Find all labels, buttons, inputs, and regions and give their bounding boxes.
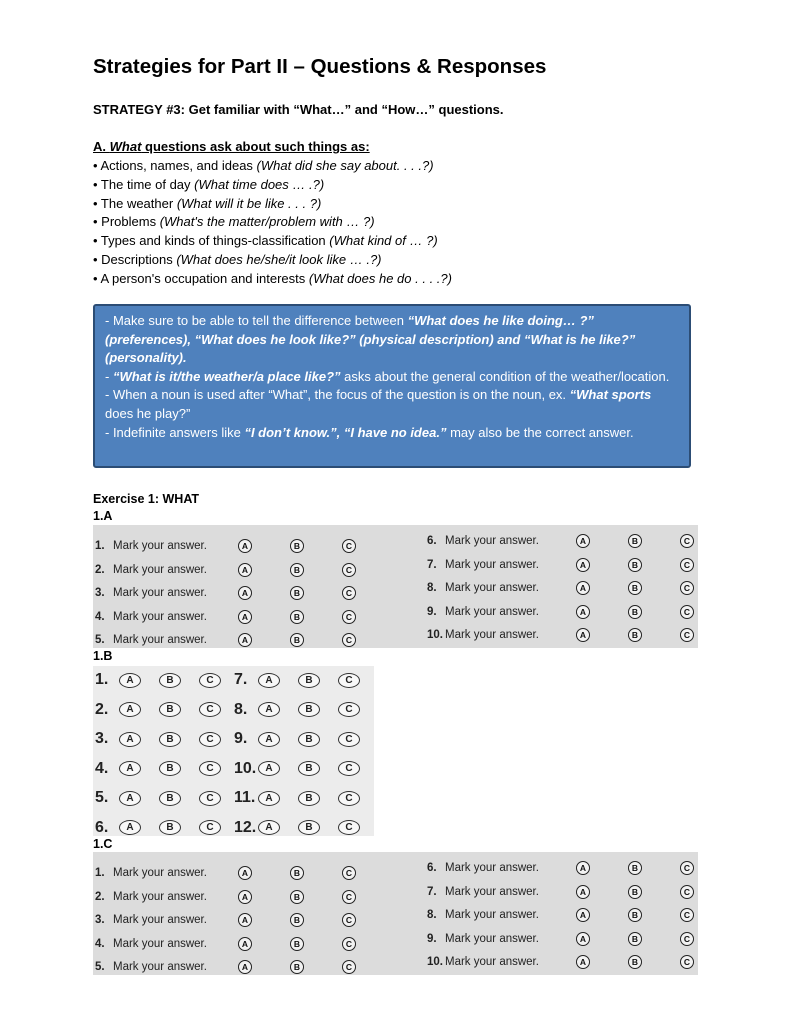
answer-bubble-b[interactable]: B (628, 885, 642, 899)
sheet-a-label: 1.A (93, 509, 113, 523)
answer-prompt: Mark your answer. (445, 605, 539, 618)
answer-row (427, 905, 571, 925)
list-item (93, 213, 452, 232)
tip-line-3: - When a noun is used after “What”, the focus of the question is on the noun, ex. “What sports does he play?” (105, 387, 652, 421)
answer-bubble-b[interactable]: B (628, 558, 642, 572)
answer-bubble-c[interactable]: C (680, 955, 694, 969)
answer-prompt: Mark your answer. (113, 587, 207, 600)
answer-sheet-b (93, 666, 374, 836)
answer-bubble-b[interactable]: B (290, 960, 304, 974)
answer-row (95, 957, 239, 977)
answer-bubble-a[interactable]: A (238, 960, 252, 974)
answer-row (95, 536, 239, 556)
answer-bubble-c[interactable]: C (680, 581, 694, 595)
answer-bubble-c[interactable]: C (342, 960, 356, 974)
question-number: 4. (95, 937, 105, 950)
list-item (93, 176, 452, 195)
answer-bubble-c[interactable]: C (342, 866, 356, 880)
answer-row (427, 555, 571, 575)
answer-bubble-b[interactable]: B (159, 673, 181, 688)
answer-bubble-b[interactable]: B (290, 633, 304, 647)
answer-row (234, 725, 378, 753)
question-number: 10. (427, 629, 443, 642)
answer-bubble-a[interactable]: A (119, 761, 141, 776)
page-title: Strategies for Part II – Questions & Responses (93, 55, 547, 78)
question-number: 5. (95, 789, 109, 806)
question-number: 10. (427, 956, 443, 969)
answer-bubble-a[interactable]: A (576, 534, 590, 548)
answer-bubble-a[interactable]: A (258, 732, 280, 747)
question-number: 2. (95, 890, 105, 903)
answer-bubble-c[interactable]: C (342, 633, 356, 647)
answer-bubble-c[interactable]: C (680, 558, 694, 572)
answer-bubble-c[interactable]: C (342, 610, 356, 624)
answer-row (95, 934, 239, 954)
strategy-heading: STRATEGY #3: Get familiar with “What…” and “How…” questions. (93, 102, 504, 117)
answer-bubble-a[interactable]: A (238, 937, 252, 951)
answer-bubble-b[interactable]: B (290, 539, 304, 553)
tip-line-1: - Make sure to be able to tell the difference between “What does he like doing… ?” (preferences), “What does he look like?” (physical description) and “What is he like?” (personality). (105, 313, 636, 366)
question-number: 6. (427, 862, 437, 874)
question-number: 3. (95, 914, 105, 927)
answer-bubble-c[interactable]: C (338, 673, 360, 688)
question-number: 5. (95, 961, 105, 974)
question-number: 7. (234, 671, 248, 688)
answer-row (95, 755, 239, 783)
question-number: 3. (95, 587, 105, 600)
answer-prompt: Mark your answer. (445, 582, 539, 595)
question-number: 11. (234, 789, 256, 806)
answer-bubble-c[interactable]: C (199, 702, 221, 717)
answer-bubble-a[interactable]: A (238, 539, 252, 553)
answer-bubble-c[interactable]: C (342, 539, 356, 553)
answer-row (427, 578, 571, 598)
answer-bubble-b[interactable]: B (298, 673, 320, 688)
list-item (93, 232, 452, 251)
answer-bubble-b[interactable]: B (628, 908, 642, 922)
list-item-example: (What does he/she/it look like … .?) (176, 251, 382, 267)
answer-bubble-b[interactable]: B (628, 605, 642, 619)
answer-prompt: Mark your answer. (113, 540, 207, 552)
answer-prompt: Mark your answer. (113, 867, 207, 879)
question-number: 8. (427, 909, 437, 922)
answer-prompt: Mark your answer. (113, 610, 207, 623)
answer-row (427, 531, 571, 551)
question-number: 9. (234, 730, 248, 747)
question-number: 8. (234, 700, 248, 718)
question-number: 8. (427, 582, 437, 595)
answer-bubble-b[interactable]: B (290, 913, 304, 927)
answer-bubble-a[interactable]: A (238, 913, 252, 927)
answer-row (427, 929, 571, 949)
answer-bubble-a[interactable]: A (238, 890, 252, 904)
question-number: 10. (234, 759, 257, 777)
answer-bubble-c[interactable]: C (342, 890, 356, 904)
answer-bubble-c[interactable]: C (199, 732, 221, 747)
answer-prompt: Mark your answer. (445, 956, 539, 969)
answer-row (95, 607, 239, 627)
question-number: 6. (427, 535, 437, 547)
answer-prompt: Mark your answer. (113, 937, 207, 950)
answer-row (234, 784, 378, 812)
answer-bubble-c[interactable]: C (199, 791, 221, 806)
answer-prompt: Mark your answer. (445, 629, 539, 642)
answer-row (95, 910, 239, 930)
list-item-text: • Types and kinds of things-classification (93, 233, 330, 249)
section-a-prefix: A. (93, 139, 110, 154)
tip-box (93, 304, 691, 468)
question-number: 7. (427, 885, 437, 898)
answer-bubble-b[interactable]: B (628, 628, 642, 642)
sheet-b-label: 1.B (93, 649, 113, 663)
answer-bubble-a[interactable]: A (576, 581, 590, 595)
answer-bubble-c[interactable]: C (680, 861, 694, 875)
answer-row (427, 858, 571, 878)
answer-bubble-b[interactable]: B (159, 791, 181, 806)
tip-line-4: - Indefinite answers like “I don’t know.”, “I have no idea.” may also be the correct answer. (105, 424, 634, 440)
sheet-c-label: 1.C (93, 837, 113, 851)
answer-bubble-b[interactable]: B (628, 955, 642, 969)
answer-row (234, 696, 378, 724)
answer-bubble-b[interactable]: B (159, 732, 181, 747)
answer-prompt: Mark your answer. (445, 558, 539, 571)
answer-bubble-c[interactable]: C (680, 605, 694, 619)
list-item-text: • The time of day (93, 176, 195, 192)
answer-row (95, 725, 239, 753)
answer-bubble-a[interactable]: A (119, 673, 141, 688)
answer-bubble-b[interactable]: B (159, 820, 181, 835)
answer-bubble-c[interactable]: C (680, 628, 694, 642)
answer-bubble-b[interactable]: B (290, 610, 304, 624)
exercise-title: Exercise 1: WHAT (93, 492, 200, 506)
answer-bubble-b[interactable]: B (290, 890, 304, 904)
answer-bubble-a[interactable]: A (576, 932, 590, 946)
answer-bubble-b[interactable]: B (159, 761, 181, 776)
answer-bubble-b[interactable]: B (298, 820, 320, 835)
answer-row (234, 814, 378, 842)
answer-sheet-c (93, 852, 698, 975)
answer-bubble-a[interactable]: A (576, 955, 590, 969)
answer-bubble-b[interactable]: B (628, 932, 642, 946)
answer-bubble-b[interactable]: B (290, 586, 304, 600)
answer-bubble-c[interactable]: C (680, 885, 694, 899)
answer-row (427, 952, 571, 972)
answer-bubble-a[interactable]: A (258, 820, 280, 835)
answer-bubble-a[interactable]: A (576, 908, 590, 922)
list-item-text: • Actions, names, and ideas (93, 158, 257, 173)
answer-row (95, 666, 239, 694)
answer-bubble-a[interactable]: A (238, 563, 252, 577)
answer-prompt: Mark your answer. (445, 909, 539, 922)
answer-bubble-a[interactable]: A (576, 605, 590, 619)
question-number: 12. (234, 818, 257, 836)
question-number: 1. (95, 671, 109, 688)
list-item-example: (What will it be like . . . ?) (176, 195, 322, 211)
answer-prompt: Mark your answer. (445, 535, 539, 547)
answer-bubble-b[interactable]: B (628, 534, 642, 548)
answer-bubble-c[interactable]: C (680, 908, 694, 922)
section-a-heading (93, 139, 370, 154)
list-item-example: (What time does … .?) (194, 176, 325, 192)
answer-bubble-c[interactable]: C (342, 586, 356, 600)
answer-prompt: Mark your answer. (445, 885, 539, 898)
answer-row (95, 887, 239, 907)
answer-bubble-a[interactable]: A (576, 628, 590, 642)
answer-bubble-c[interactable]: C (680, 932, 694, 946)
answer-bubble-c[interactable]: C (338, 820, 360, 835)
answer-prompt: Mark your answer. (445, 932, 539, 945)
answer-bubble-c[interactable]: C (199, 820, 221, 835)
list-item-text: • Problems (93, 214, 160, 230)
answer-bubble-a[interactable]: A (576, 861, 590, 875)
list-item (93, 251, 452, 270)
answer-sheet-a (93, 525, 698, 648)
answer-prompt: Mark your answer. (445, 862, 539, 874)
answer-prompt: Mark your answer. (113, 890, 207, 903)
answer-bubble-a[interactable]: A (576, 558, 590, 572)
answer-bubble-a[interactable]: A (258, 791, 280, 806)
list-item (93, 157, 452, 176)
list-item-text: • Descriptions (93, 251, 177, 267)
answer-row (95, 784, 239, 812)
list-item-text: • A person's occupation and interests (93, 270, 309, 286)
answer-prompt: Mark your answer. (113, 961, 207, 974)
answer-bubble-c[interactable]: C (199, 761, 221, 776)
question-number: 9. (427, 605, 437, 618)
section-a-what: What (109, 139, 142, 154)
question-number: 2. (95, 700, 109, 718)
answer-row (427, 625, 571, 645)
question-number: 3. (95, 730, 109, 747)
answer-bubble-a[interactable]: A (238, 610, 252, 624)
answer-prompt: Mark your answer. (113, 634, 207, 647)
answer-bubble-c[interactable]: C (342, 913, 356, 927)
question-number: 7. (427, 558, 437, 571)
answer-bubble-c[interactable]: C (199, 673, 221, 688)
section-a-rest: questions ask about such things as: (141, 139, 370, 154)
list-item-example: (What kind of … ?) (329, 233, 438, 249)
answer-bubble-b[interactable]: B (290, 563, 304, 577)
answer-bubble-a[interactable]: A (238, 866, 252, 880)
answer-bubble-c[interactable]: C (338, 702, 360, 717)
list-item (93, 270, 452, 289)
question-number: 5. (95, 634, 105, 647)
question-number: 4. (95, 610, 105, 623)
question-number: 2. (95, 563, 105, 576)
answer-row (427, 602, 571, 622)
answer-bubble-c[interactable]: C (338, 732, 360, 747)
answer-row (427, 882, 571, 902)
answer-bubble-a[interactable]: A (258, 673, 280, 688)
answer-bubble-a[interactable]: A (258, 761, 280, 776)
question-number: 9. (427, 932, 437, 945)
list-item-example: (What's the matter/problem with … ?) (159, 214, 375, 230)
list-item-text: • The weather (93, 195, 177, 211)
answer-bubble-c[interactable]: C (338, 761, 360, 776)
answer-bubble-b[interactable]: B (298, 702, 320, 717)
answer-bubble-a[interactable]: A (238, 586, 252, 600)
answer-row (95, 630, 239, 650)
answer-bubble-b[interactable]: B (628, 581, 642, 595)
answer-bubble-b[interactable]: B (159, 702, 181, 717)
answer-bubble-b[interactable]: B (298, 761, 320, 776)
answer-bubble-a[interactable]: A (576, 885, 590, 899)
answer-row (95, 560, 239, 580)
tip-line-2: - “What is it/the weather/a place like?” asks about the general condition of the weather/location. (105, 368, 670, 384)
answer-row (95, 863, 239, 883)
answer-row (95, 814, 239, 842)
answer-bubble-a[interactable]: A (119, 820, 141, 835)
answer-bubble-a[interactable]: A (119, 791, 141, 806)
answer-bubble-a[interactable]: A (258, 702, 280, 717)
answer-prompt: Mark your answer. (113, 914, 207, 927)
answer-bubble-a[interactable]: A (119, 702, 141, 717)
answer-bubble-c[interactable]: C (338, 791, 360, 806)
question-type-list (93, 157, 452, 289)
answer-row (234, 666, 378, 694)
answer-bubble-c[interactable]: C (342, 937, 356, 951)
question-number: 4. (95, 759, 109, 777)
answer-bubble-b[interactable]: B (628, 861, 642, 875)
answer-bubble-b[interactable]: B (298, 732, 320, 747)
answer-bubble-b[interactable]: B (290, 866, 304, 880)
list-item (93, 195, 452, 214)
answer-row (95, 583, 239, 603)
answer-bubble-a[interactable]: A (119, 732, 141, 747)
answer-bubble-c[interactable]: C (680, 534, 694, 548)
question-number: 1. (95, 867, 105, 879)
answer-row (95, 696, 239, 724)
answer-bubble-a[interactable]: A (238, 633, 252, 647)
answer-bubble-b[interactable]: B (298, 791, 320, 806)
answer-bubble-c[interactable]: C (342, 563, 356, 577)
list-item-example: (What did she say about. . . .?) (256, 158, 434, 173)
question-number: 1. (95, 540, 105, 552)
answer-row (234, 755, 378, 783)
answer-bubble-b[interactable]: B (290, 937, 304, 951)
list-item-example: (What does he do . . . .?) (308, 270, 452, 286)
question-number: 6. (95, 818, 109, 836)
answer-prompt: Mark your answer. (113, 563, 207, 576)
